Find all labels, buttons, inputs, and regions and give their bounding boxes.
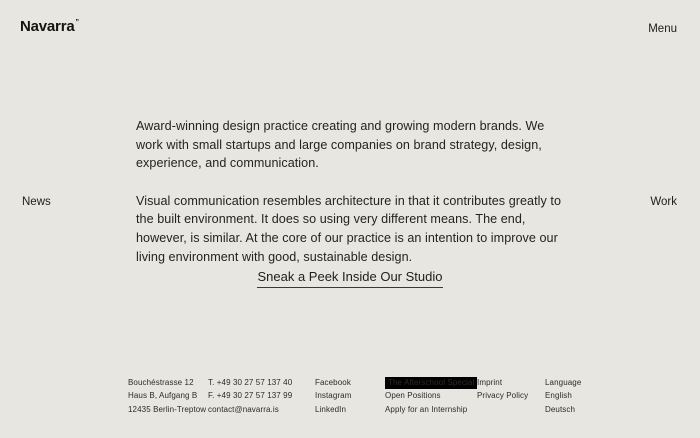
linkedin-link[interactable]: LinkedIn — [315, 404, 347, 414]
internship-link[interactable]: Apply for an Internship — [385, 404, 468, 414]
footer-jobs — [385, 376, 477, 416]
footer-legal — [477, 376, 528, 403]
privacy-policy-link[interactable]: Privacy Policy — [477, 391, 529, 401]
phone-number: T. +49 30 27 57 137 40 — [208, 378, 293, 387]
logo-mark: ” — [75, 19, 79, 26]
studio-peek-link[interactable]: Sneak a Peek Inside Our Studio — [257, 269, 442, 288]
address-line-2: Haus B, Aufgang B — [128, 391, 198, 401]
language-english-link[interactable]: English — [545, 391, 572, 401]
footer-social — [315, 376, 351, 416]
studio-link-wrap — [136, 268, 564, 288]
footer-address — [128, 376, 206, 416]
imprint-link[interactable]: Imprint — [477, 378, 503, 387]
language-deutsch-link[interactable]: Deutsch — [545, 404, 576, 414]
footer-language — [545, 376, 581, 416]
intro-copy — [136, 117, 564, 285]
facebook-link[interactable]: Facebook — [315, 378, 351, 387]
address-line-1: Bouchéstrasse 12 — [128, 378, 194, 387]
instagram-link[interactable]: Instagram — [315, 391, 352, 401]
language-label: Language — [545, 378, 582, 387]
fax-number: F. +49 30 27 57 137 99 — [208, 391, 293, 401]
nav-news[interactable]: News — [22, 196, 51, 208]
address-line-3: 12435 Berlin-Treptow — [128, 404, 207, 414]
logo[interactable] — [20, 18, 78, 35]
intro-paragraph: Award-winning design practice creating and growing modern brands. We work with small startups and large companies on brand strategy, design, experience, and communication. — [136, 119, 545, 171]
afterschool-special-link[interactable]: The Afterschool Special — [385, 377, 477, 389]
philosophy-paragraph: Visual communication resembles architecture in that it contributes greatly to the built environment. It does so using very different means. The end, however, is similar. At the core of our practice is an intention to improve our living environment with good, sustainable design. — [136, 193, 562, 264]
open-positions-link[interactable]: Open Positions — [385, 391, 441, 401]
email-link[interactable]: contact@navarra.is — [208, 404, 279, 414]
menu-button[interactable]: Menu — [648, 23, 677, 35]
nav-work[interactable]: Work — [650, 196, 677, 208]
logo-text: Navarra — [20, 18, 75, 35]
footer-contact — [208, 376, 292, 416]
